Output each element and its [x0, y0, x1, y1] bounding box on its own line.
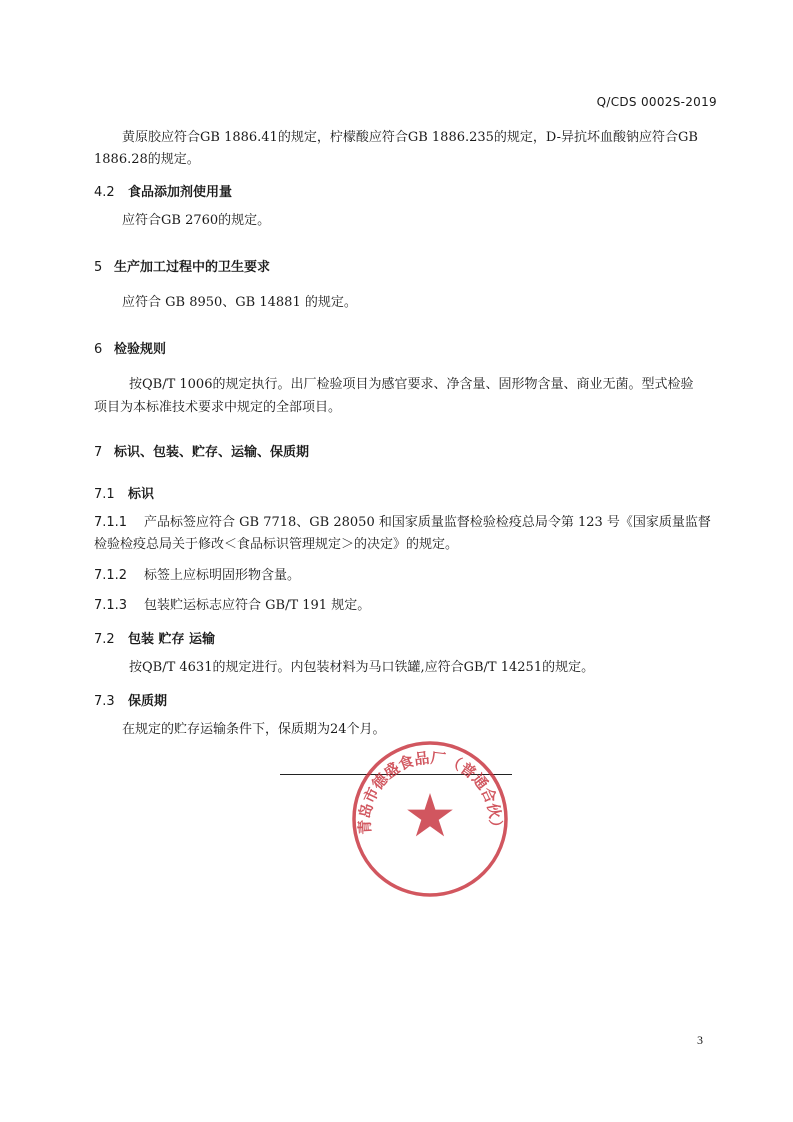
heading-7-1: [94, 483, 154, 502]
paragraph-4-2: 应符合GB 2760的规定。: [122, 213, 271, 228]
paragraph-7-3: 在规定的贮存运输条件下，保质期为24个月。: [122, 722, 386, 737]
heading-5: [94, 256, 270, 275]
paragraph-7-1-1-line2: 检验检疫总局关于修改＜食品标识管理规定＞的决定》的规定。: [94, 537, 459, 552]
heading-number: 6: [94, 342, 103, 357]
paragraph-5: 应符合 GB 8950、GB 14881 的规定。: [122, 295, 357, 310]
clause-text: 包装贮运标志应符合 GB/T 191 规定。: [144, 598, 371, 613]
seal-text: 青岛市德盛食品厂（普通合伙）: [355, 748, 505, 836]
paragraph-6-line2: 项目为本标准技术要求中规定的全部项目。: [94, 400, 342, 415]
heading-number: 7.1: [94, 487, 115, 502]
heading-title: 检验规则: [114, 342, 167, 357]
heading-title: 生产加工过程中的卫生要求: [114, 260, 271, 275]
heading-number: 4.2: [94, 185, 115, 200]
clause-number: 7.1.1: [94, 515, 128, 530]
paragraph-6-line1: 按QB/T 1006的规定执行。出厂检验项目为感官要求、净含量、固形物含量、商业无菌。型式检验: [129, 377, 694, 392]
heading-number: 7: [94, 445, 103, 460]
heading-title: 标识: [128, 487, 155, 502]
paragraph-4-1-line2: 1886.28的规定。: [94, 152, 200, 167]
paragraph-7-1-1-line1: [94, 512, 711, 534]
heading-7-3: [94, 690, 167, 709]
heading-title: 食品添加剂使用量: [128, 185, 233, 200]
clause-text: 产品标签应符合 GB 7718、GB 28050 和国家质量监督检验检疫总局令第 123 号《国家质量监督: [144, 515, 711, 530]
heading-6: [94, 338, 166, 357]
clause-text: 标签上应标明固形物含量。: [144, 568, 301, 583]
paragraph-4-1-line1: 黄原胶应符合GB 1886.41的规定，柠檬酸应符合GB 1886.235的规定，D-异抗坏血酸钠应符合GB: [122, 130, 698, 145]
heading-number: 5: [94, 260, 103, 275]
heading-number: 7.2: [94, 632, 115, 647]
company-seal: [350, 739, 510, 899]
clause-number: 7.1.2: [94, 568, 128, 583]
heading-4-2: [94, 181, 232, 200]
heading-number: 7.3: [94, 694, 115, 709]
paragraph-7-2: 按QB/T 4631的规定进行。内包装材料为马口铁罐,应符合GB/T 14251的规定。: [129, 660, 595, 675]
heading-7-2: [94, 628, 215, 647]
paragraph-7-1-3: [94, 595, 370, 617]
heading-title: 保质期: [128, 694, 168, 709]
heading-title: 包装 贮存 运输: [128, 632, 216, 647]
page-number: 3: [697, 1033, 703, 1047]
paragraph-7-1-2: [94, 565, 300, 587]
heading-7: [94, 441, 309, 460]
heading-title: 标识、包装、贮存、运输、保质期: [114, 445, 310, 460]
document-code: Q/CDS 0002S-2019: [596, 95, 717, 109]
seal-star-icon: [407, 793, 453, 836]
clause-number: 7.1.3: [94, 598, 128, 613]
